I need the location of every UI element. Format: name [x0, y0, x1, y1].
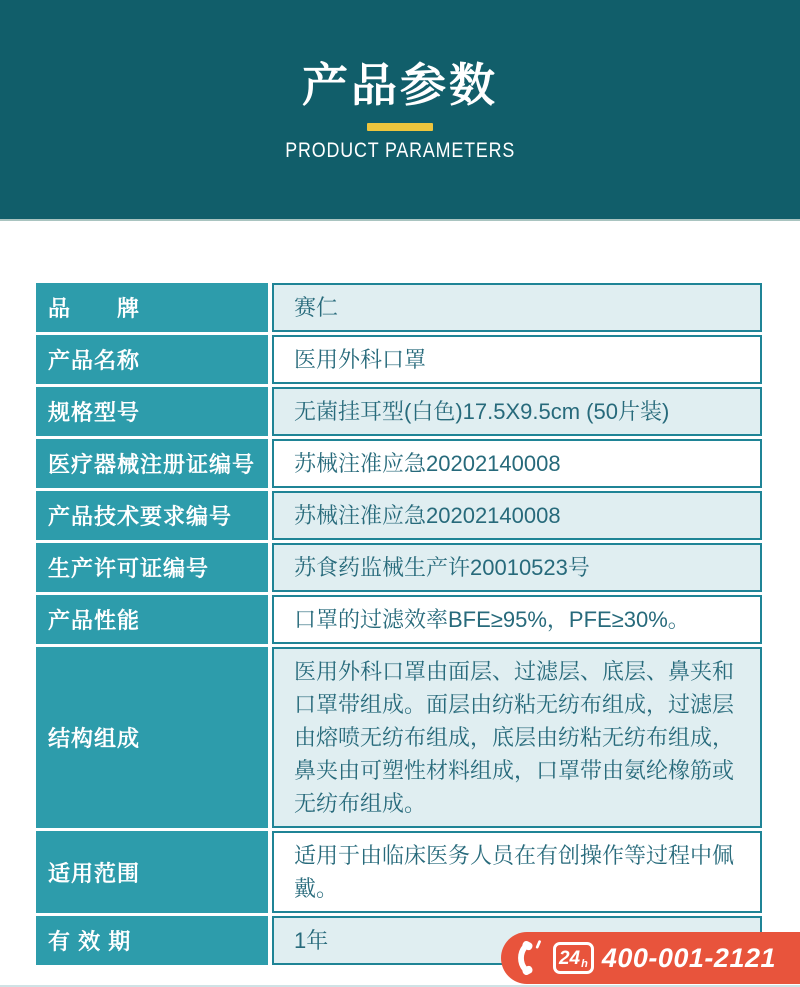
row-value: 苏械注准应急20202140008	[272, 491, 762, 540]
row-label: 产品名称	[36, 335, 268, 384]
table-row	[36, 439, 762, 488]
hotline-phone-number: 400-001-2121	[601, 942, 776, 973]
row-label: 适用范围	[36, 831, 268, 913]
row-value: 口罩的过滤效率BFE≥95%，PFE≥30%。	[272, 595, 762, 644]
row-value: 适用于由临床医务人员在有创操作等过程中佩戴。	[272, 831, 762, 913]
table-row	[36, 283, 762, 332]
table-row	[36, 647, 762, 828]
row-value: 苏食药监械生产许20010523号	[272, 543, 762, 592]
table-row	[36, 387, 762, 436]
row-label: 结构组成	[36, 647, 268, 828]
hotline-badge	[501, 932, 800, 984]
24h-unit: h	[581, 958, 588, 970]
title-accent-bar	[367, 123, 433, 131]
row-label: 产品性能	[36, 595, 268, 644]
row-value: 苏械注准应急20202140008	[272, 439, 762, 488]
phone-icon	[517, 939, 545, 977]
row-label: 品 牌	[36, 283, 268, 332]
row-label: 生产许可证编号	[36, 543, 268, 592]
row-value: 1年	[272, 916, 762, 965]
table-row	[36, 491, 762, 540]
row-label: 医疗器械注册证编号	[36, 439, 268, 488]
row-value: 医用外科口罩	[272, 335, 762, 384]
table-row	[36, 543, 762, 592]
header-banner	[0, 0, 800, 221]
row-value: 无菌挂耳型(白色)17.5X9.5cm (50片装)	[272, 387, 762, 436]
page-subtitle: PRODUCT PARAMETERS	[285, 139, 515, 162]
24h-number: 24	[558, 947, 581, 969]
spec-table	[36, 283, 762, 968]
row-value: 医用外科口罩由面层、过滤层、底层、鼻夹和口罩带组成。面层由纺粘无纺布组成，过滤层由熔喷无纺布组成，底层由纺粘无纺布组成，鼻夹由可塑性材料组成，口罩带由氨纶橡筋或无纺布组成。	[272, 647, 762, 828]
table-row	[36, 595, 762, 644]
table-row	[36, 335, 762, 384]
24h-badge-icon	[553, 942, 594, 974]
row-value: 赛仁	[272, 283, 762, 332]
row-label: 有 效 期	[36, 916, 268, 965]
row-label: 产品技术要求编号	[36, 491, 268, 540]
table-row	[36, 831, 762, 913]
row-label: 规格型号	[36, 387, 268, 436]
page-title: 产品参数	[302, 59, 498, 111]
